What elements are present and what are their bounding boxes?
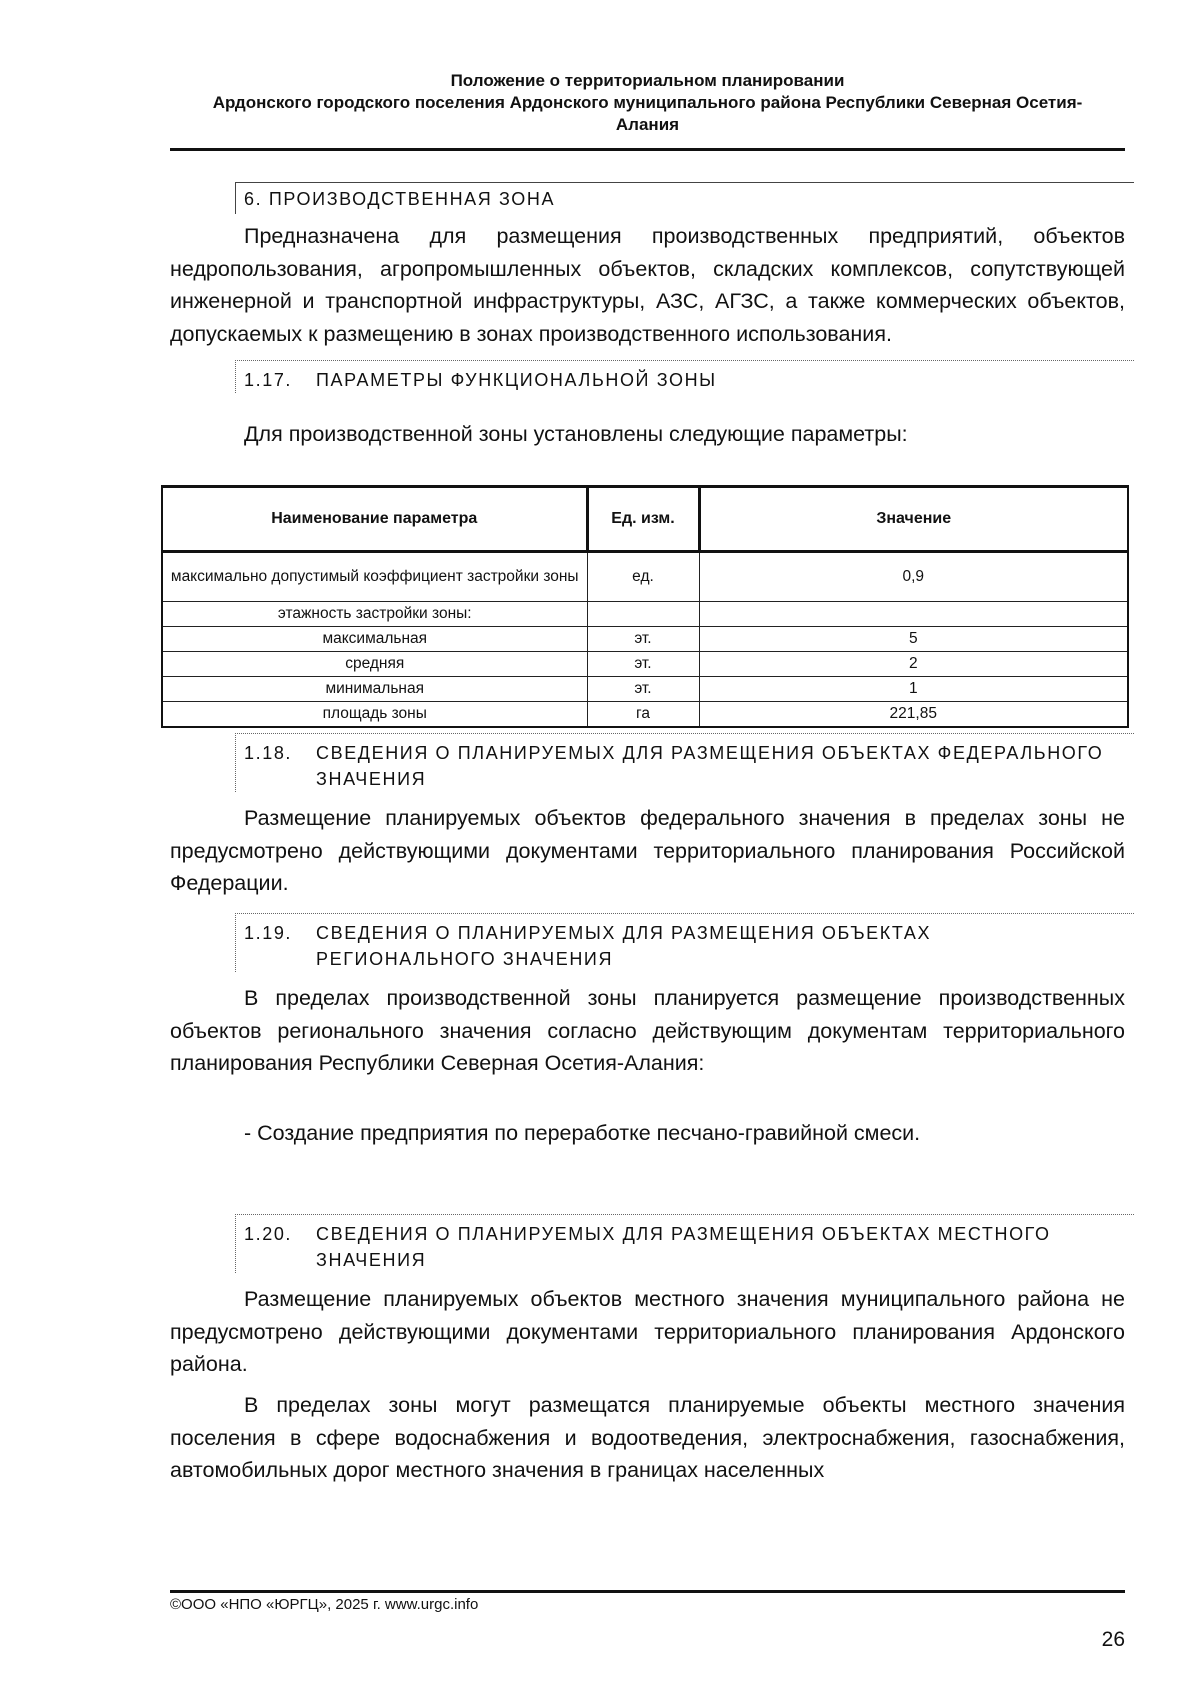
column-header: Значение	[699, 487, 1128, 552]
section-1-20-paragraph-2: В пределах зоны могут размещатся планируемые объекты местного значения поселения в сфере водоснабжения и водоотведения, электроснабжения, газоснабжения, автомобильных дорог местного значения в границах населенных	[170, 1393, 1125, 1482]
table-row	[162, 602, 1128, 627]
section-number: 1.17.	[244, 370, 293, 390]
table-cell: минимальная	[162, 677, 587, 702]
section-6-heading: 6. ПРОИЗВОДСТВЕННАЯ ЗОНА	[235, 182, 1134, 214]
table-cell: 221,85	[699, 702, 1128, 728]
table-cell: средняя	[162, 652, 587, 677]
section-title: СВЕДЕНИЯ О ПЛАНИРУЕМЫХ ДЛЯ РАЗМЕЩЕНИЯ ОБЪЕКТАХ ФЕДЕРАЛЬНОГО ЗНАЧЕНИЯ	[316, 743, 1104, 789]
section-1-17-heading	[235, 360, 1134, 393]
page-number: 26	[1101, 1628, 1125, 1651]
section-title: ПАРАМЕТРЫ ФУНКЦИОНАЛЬНОЙ ЗОНЫ	[316, 370, 717, 390]
header-line-1: Положение о территориальном планировании	[450, 71, 845, 90]
header-divider	[170, 148, 1125, 151]
table-cell: максимальная	[162, 627, 587, 652]
section-1-20-paragraph-1: Размещение планируемых объектов местного значения муниципального района не предусмотрено действующими документами территориального планирования Ардонского района.	[170, 1287, 1125, 1376]
section-6-paragraph: Предназначена для размещения производственных предприятий, объектов недропользования, агропромышленных объектов, складских комплексов, сопутствующей инженерной и транспортной инфраструктуры, АЗС, АГЗС, а также коммерческих объектов, допускаемых к размещению в зонах производственного использования.	[170, 224, 1125, 346]
table-cell: эт.	[587, 652, 699, 677]
header-line-2: Ардонского городского поселения Ардонского муниципального района Республики Северная Осетия-	[212, 93, 1083, 112]
column-header: Наименование параметра	[162, 487, 587, 552]
table-cell: 5	[699, 627, 1128, 652]
table-cell: 1	[699, 677, 1128, 702]
table-cell: 0,9	[699, 552, 1128, 602]
section-1-18-heading	[235, 733, 1134, 792]
footer-divider	[170, 1590, 1125, 1593]
table-cell: га	[587, 702, 699, 728]
section-number: 1.19.	[244, 923, 293, 943]
document-header	[170, 70, 1125, 136]
header-line-3: Алания	[615, 115, 680, 134]
table-cell	[699, 602, 1128, 627]
table-cell: 2	[699, 652, 1128, 677]
section-title: СВЕДЕНИЯ О ПЛАНИРУЕМЫХ ДЛЯ РАЗМЕЩЕНИЯ ОБЪЕКТАХ РЕГИОНАЛЬНОГО ЗНАЧЕНИЯ	[316, 923, 932, 969]
footer-copyright: ©ООО «НПО «ЮРГЦ», 2025 г. www.urgc.info	[170, 1596, 479, 1613]
section-title: СВЕДЕНИЯ О ПЛАНИРУЕМЫХ ДЛЯ РАЗМЕЩЕНИЯ ОБЪЕКТАХ МЕСТНОГО ЗНАЧЕНИЯ	[316, 1224, 1051, 1270]
parameters-table	[161, 485, 1129, 728]
table-row	[162, 627, 1128, 652]
parameters-intro: Для производственной зоны установлены следующие параметры:	[244, 422, 908, 446]
section-1-18-paragraph: Размещение планируемых объектов федерального значения в пределах зоны не предусмотрено действующими документами территориального планирования Российской Федерации.	[170, 806, 1125, 895]
column-header: Ед. изм.	[587, 487, 699, 552]
section-1-19-paragraph: В пределах производственной зоны планируется размещение производственных объектов регионального значения согласно действующим документам территориального планирования Республики Северная Осетия-Алания:	[170, 986, 1125, 1075]
section-number: 1.18.	[244, 743, 293, 763]
section-1-19-list-item: - Создание предприятия по переработке песчано-гравийной смеси.	[244, 1121, 921, 1145]
section-number: 1.20.	[244, 1224, 293, 1244]
table-cell: эт.	[587, 677, 699, 702]
table-cell: ед.	[587, 552, 699, 602]
section-1-19-heading	[235, 913, 1134, 972]
section-1-20-heading	[235, 1214, 1134, 1273]
table-cell: площадь зоны	[162, 702, 587, 728]
table-cell: эт.	[587, 627, 699, 652]
table-cell	[587, 602, 699, 627]
table-header-row	[162, 487, 1128, 552]
table-cell: максимально допустимый коэффициент застройки зоны	[162, 552, 587, 602]
table-row	[162, 552, 1128, 602]
table-cell: этажность застройки зоны:	[162, 602, 587, 627]
table-row	[162, 702, 1128, 728]
table-row	[162, 677, 1128, 702]
table-row	[162, 652, 1128, 677]
